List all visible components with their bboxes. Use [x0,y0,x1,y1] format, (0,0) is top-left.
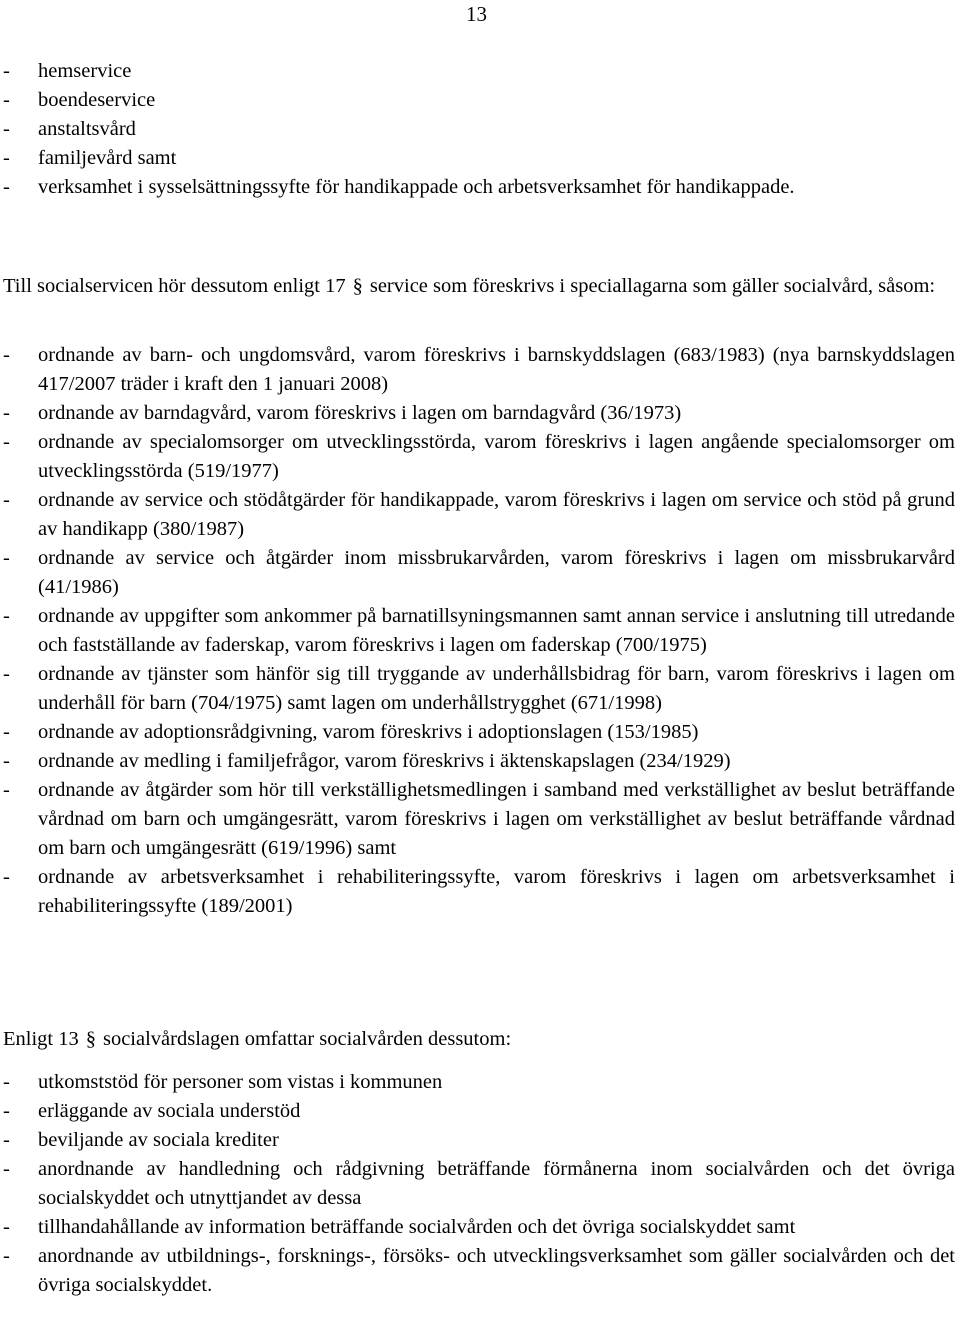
list-item: - anordnande av utbildnings-, forsknings-, försöks- och utvecklingsverksamhet som gäller socialvården och det övriga socialskyddet. [3,1242,955,1300]
list-item: - ordnande av service och åtgärder inom missbrukarvården, varom föreskrivs i lagen om missbrukarvård (41/1986) [3,544,955,602]
list-item: - familjevård samt [3,144,955,173]
list-item: - ordnande av specialomsorger om utvecklingsstörda, varom föreskrivs i lagen angående specialomsorger om utvecklingsstörda (519/1977) [3,428,955,486]
list-item: - boendeservice [3,86,955,115]
list-item: - tillhandahållande av information beträffande socialvården och det övriga socialskyddet samt [3,1213,955,1242]
list-item: - beviljande av sociala krediter [3,1126,955,1155]
socialvardslagen-intro [3,1025,955,1054]
list-item: - anordnande av handledning och rådgivning beträffande förmånerna inom socialvården och det övriga socialskyddet och utnyttjandet av dessa [3,1155,955,1213]
intro-paragraph [3,272,955,301]
socialvard-list [3,1068,955,1300]
socialvard-text-after: socialvårdslagen omfattar socialvården dessutom: [102,1028,512,1050]
list-item: - ordnande av arbetsverksamhet i rehabiliteringssyfte, varom föreskrivs i lagen om arbetsverksamhet i rehabiliteringssyfte (189/2001) [3,863,955,921]
intro-text-after: service som föreskrivs i speciallagarna som gäller socialvård, såsom: [369,275,936,297]
service-list [3,57,955,202]
list-item: - anstaltsvård [3,115,955,144]
intro-text-before: Till socialservicen hör dessutom enligt 17 [3,275,346,297]
list-item: - ordnande av uppgifter som ankommer på barnatillsyningsmannen samt annan service i anslutning till utredande och fastställande av faderskap, varom föreskrivs i lagen om faderskap (700/1975) [3,602,955,660]
list-item: - hemservice [3,57,955,86]
socialvard-paragraph [3,1025,955,1054]
list-item: - ordnande av adoptionsrådgivning, varom föreskrivs i adoptionslagen (153/1985) [3,718,955,747]
special-law-list [3,341,955,921]
section-sign: § [352,275,363,297]
socialservice-intro [3,272,955,301]
section-sign: § [85,1028,96,1050]
list-item: - erläggande av sociala understöd [3,1097,955,1126]
list-item: - ordnande av åtgärder som hör till verkställighetsmedlingen i samband med verkställighet av beslut beträffande vårdnad om barn och umgängesrätt, varom föreskrivs i lagen om verkställighet av beslut beträffande vårdnad om barn och umgängesrätt (619/1996) samt [3,776,955,863]
socialvard-text-before: Enligt 13 [3,1028,79,1050]
page-number: 13 [466,2,487,26]
special-law-list-items [3,341,955,921]
socialvard-list-items [3,1068,955,1300]
list-item: - ordnande av medling i familjefrågor, varom föreskrivs i äktenskapslagen (234/1929) [3,747,955,776]
service-list-items [3,57,955,202]
list-item: - ordnande av barn- och ungdomsvård, varom föreskrivs i barnskyddslagen (683/1983) (nya barnskyddslagen 417/2007 träder i kraft den 1 januari 2008) [3,341,955,399]
list-item: - ordnande av tjänster som hänför sig till tryggande av underhållsbidrag för barn, varom föreskrivs i lagen om underhåll för barn (704/1975) samt lagen om underhållstrygghet (671/1998) [3,660,955,718]
list-item: - utkomststöd för personer som vistas i kommunen [3,1068,955,1097]
list-item: - ordnande av barndagvård, varom föreskrivs i lagen om barndagvård (36/1973) [3,399,955,428]
list-item: - verksamhet i sysselsättningssyfte för handikappade och arbetsverksamhet för handikappade. [3,173,955,202]
list-item: - ordnande av service och stödåtgärder för handikappade, varom föreskrivs i lagen om service och stöd på grund av handikapp (380/1987) [3,486,955,544]
